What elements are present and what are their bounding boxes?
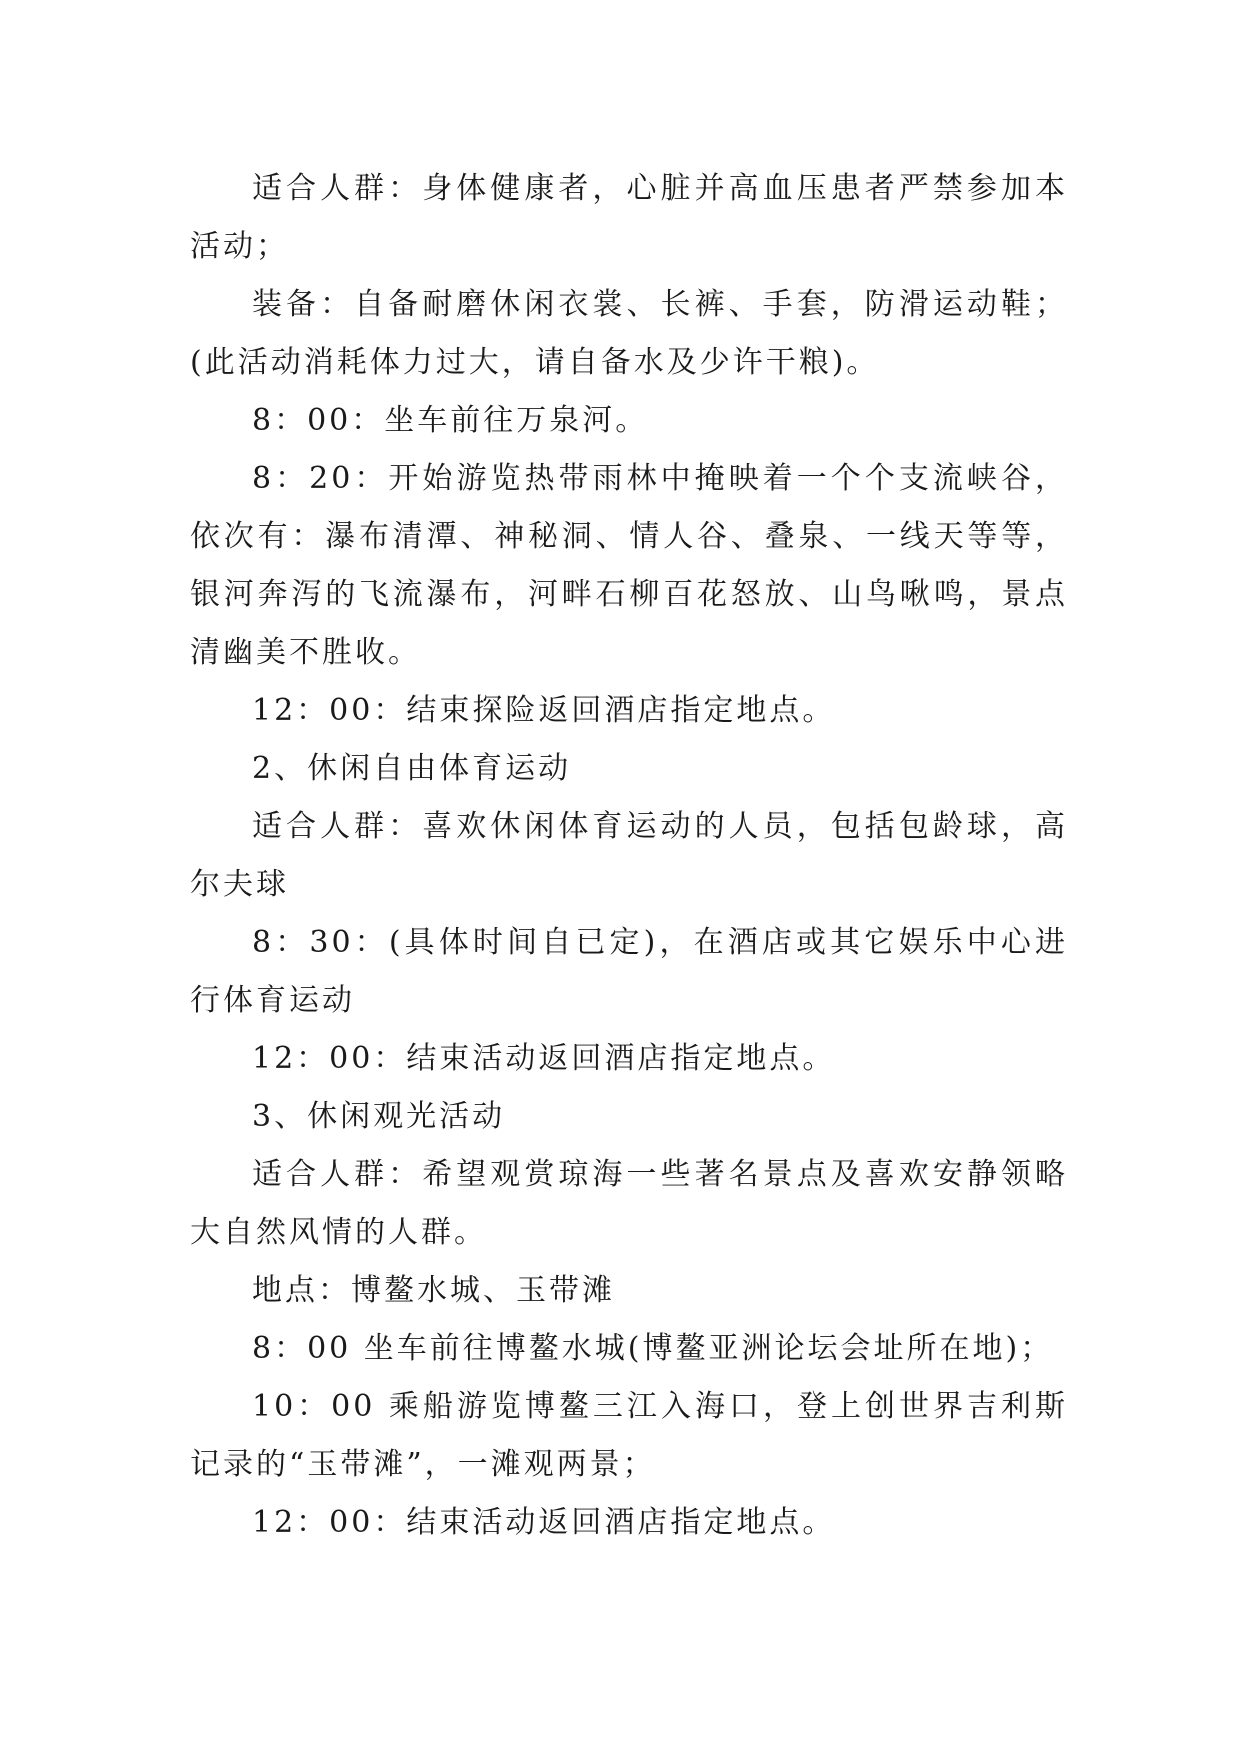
paragraph-time-0820: 8：20：开始游览热带雨林中掩映着一个个支流峡谷，依次有：瀑布清潭、神秘洞、情人谷、叠泉、一线天等等，银河奔泻的飞流瀑布，河畔石柳百花怒放、山鸟啾鸣，景点清幽美不胜收。 (190, 461, 1068, 670)
document-body (190, 160, 1068, 1552)
section-heading-3: 3、休闲观光活动 (252, 1099, 506, 1134)
paragraph-suitable-group-1: 适合人群：身体健康者，心脏并高血压患者严禁参加本活动； (190, 171, 1068, 264)
paragraph-time-1200-a: 12：00：结束探险返回酒店指定地点。 (252, 693, 836, 728)
paragraph-time-1200-b: 12：00：结束活动返回酒店指定地点。 (252, 1041, 836, 1076)
paragraph-time-0800-b: 8：00 坐车前往博鳌水城(博鳌亚洲论坛会址所在地)； (252, 1331, 1054, 1366)
paragraph-time-1000: 10：00 乘船游览博鳌三江入海口，登上创世界吉利斯记录的“玉带滩”，一滩观两景； (190, 1389, 1068, 1482)
paragraph-location: 地点：博鳌水城、玉带滩 (252, 1273, 615, 1308)
paragraph-time-1200-c: 12：00：结束活动返回酒店指定地点。 (252, 1505, 836, 1540)
paragraph-time-0830: 8：30：(具体时间自已定)，在酒店或其它娱乐中心进行体育运动 (190, 925, 1068, 1018)
section-heading-2: 2、休闲自由体育运动 (252, 751, 572, 786)
paragraph-time-0800: 8：00：坐车前往万泉河。 (252, 403, 649, 438)
paragraph-equipment: 装备：自备耐磨休闲衣裳、长裤、手套，防滑运动鞋；(此活动消耗体力过大，请自备水及少许干粮)。 (190, 287, 1068, 380)
paragraph-suitable-group-3: 适合人群：希望观赏琼海一些著名景点及喜欢安静领略大自然风情的人群。 (190, 1157, 1068, 1250)
paragraph-suitable-group-2: 适合人群：喜欢休闲体育运动的人员，包括包龄球，高尔夫球 (190, 809, 1068, 902)
